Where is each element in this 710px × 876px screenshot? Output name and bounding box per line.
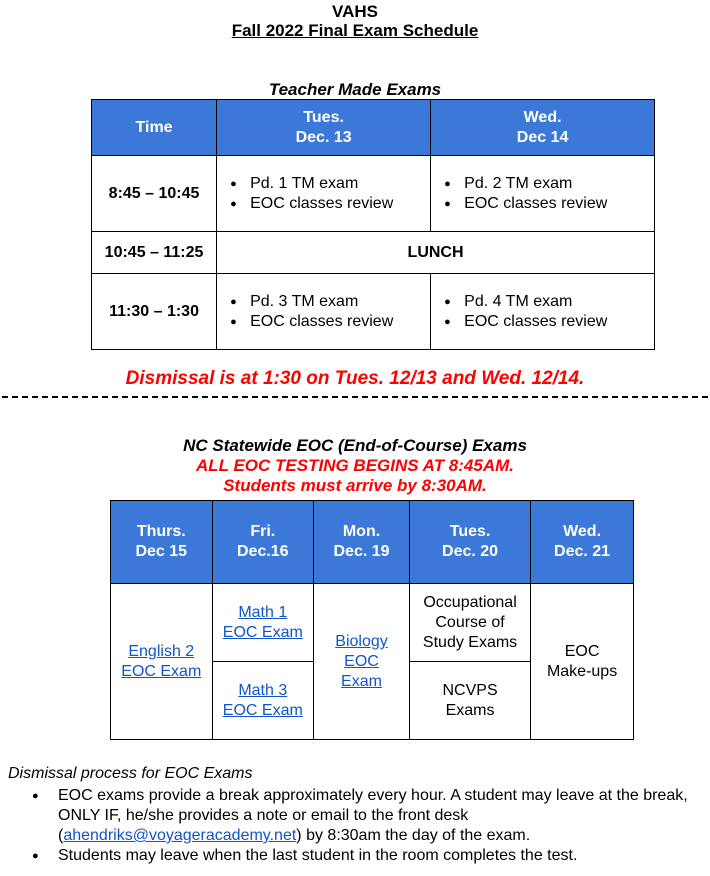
eoc-header-date: Dec. 20 [442, 543, 499, 560]
link-line: Math 3 [238, 681, 288, 699]
dismissal-process-title: Dismissal process for EOC Exams [8, 765, 253, 782]
wed-cell [431, 274, 655, 350]
link-line: Biology [335, 632, 388, 650]
biology-eoc-link[interactable] [335, 633, 387, 690]
eoc-header-mon [314, 501, 410, 584]
eoc-header-fri [212, 501, 313, 584]
list-item: ● Pd. 3 TM exam [230, 292, 429, 312]
link-line: Math 1 [238, 603, 288, 621]
lunch-cell: LUNCH [217, 232, 655, 274]
col-wed-header [431, 100, 655, 156]
table-row [92, 156, 655, 232]
dismissal-notice: Dismissal is at 1:30 on Tues. 12/13 and Wed. 12/14. [125, 368, 585, 389]
bullet-text: ) by 8:30am the day of the exam. [296, 827, 531, 844]
tue-cell [217, 274, 431, 350]
table-row [92, 232, 655, 274]
col-time-header: Time [92, 100, 217, 156]
makeups-cell [531, 584, 634, 740]
cell-line: Exams [445, 701, 495, 719]
eoc-caption: NC Statewide EOC (End-of-Course) Exams [183, 436, 527, 455]
divider [2, 396, 708, 398]
teacher-exams-table [91, 99, 655, 350]
col-tue-day: Tues. [303, 108, 344, 126]
col-tue-header [217, 100, 431, 156]
email-link[interactable]: ahendriks@voyageracademy.net [63, 827, 297, 844]
link-line: EOC Exam [222, 701, 303, 719]
eoc-header-day: Mon. [342, 523, 381, 540]
col-tue-date: Dec. 13 [295, 128, 352, 146]
col-wed-date: Dec 14 [516, 128, 569, 146]
eoc-header-date: Dec. 19 [333, 543, 390, 560]
eoc-header-day: Tues. [449, 523, 491, 540]
link-line: Exam [341, 672, 382, 690]
list-item: ● Students may leave when the last student in the room completes the test. [30, 846, 706, 866]
eoc-header-wed [531, 501, 634, 584]
list-item: ● EOC classes review [444, 194, 653, 214]
cell-line: NCVPS [442, 681, 498, 699]
col-wed-day: Wed. [523, 108, 562, 126]
cell-line: Course of [435, 613, 505, 631]
eoc-notice-arrive: Students must arrive by 8:30AM. [223, 476, 487, 495]
bullet-text: EOC exams provide a break approximately every hour. A student may leave at the break, ONLY IF, he/she provides a note or email to the front desk ( [58, 787, 688, 844]
link-line: EOC Exam [121, 662, 202, 680]
eoc-header-tue [409, 501, 530, 584]
school-name: VAHS [332, 2, 378, 21]
link-line: EOC Exam [222, 623, 303, 641]
cell-line: Occupational [423, 593, 517, 611]
link-line: EOC [344, 652, 379, 670]
dismissal-process-list [30, 786, 706, 866]
ncvps-cell [409, 662, 530, 740]
eoc-header-thu [111, 501, 213, 584]
time-cell: 8:45 – 10:45 [92, 156, 217, 232]
list-item: ● Pd. 1 TM exam [230, 174, 429, 194]
list-item: ● EOC classes review [230, 194, 429, 214]
eoc-header-date: Dec. 21 [554, 543, 611, 560]
cell-line: EOC [564, 642, 600, 660]
wed-cell [431, 156, 655, 232]
english2-eoc-link[interactable] [121, 643, 201, 680]
math3-cell [212, 662, 313, 740]
occupational-cell [409, 584, 530, 662]
eoc-header-date: Dec 15 [135, 543, 188, 560]
table-row [111, 584, 634, 662]
english2-cell [111, 584, 213, 740]
eoc-header-day: Thurs. [136, 523, 186, 540]
teacher-exams-caption: Teacher Made Exams [268, 80, 442, 99]
time-cell: 11:30 – 1:30 [92, 274, 217, 350]
list-item: ● Pd. 2 TM exam [444, 174, 653, 194]
list-item [30, 786, 706, 846]
biology-cell [314, 584, 410, 740]
list-item: ● Pd. 4 TM exam [444, 292, 653, 312]
math3-eoc-link[interactable] [223, 682, 303, 719]
eoc-notice-start: ALL EOC TESTING BEGINS AT 8:45AM. [196, 456, 514, 475]
table-row [92, 274, 655, 350]
list-item: ● EOC classes review [230, 312, 429, 332]
page-title: Fall 2022 Final Exam Schedule [231, 21, 479, 40]
tue-cell [217, 156, 431, 232]
eoc-table [110, 500, 634, 740]
eoc-header-date: Dec.16 [236, 543, 289, 560]
link-line: English 2 [128, 642, 195, 660]
eoc-header-day: Fri. [250, 523, 276, 540]
eoc-header-day: Wed. [563, 523, 602, 540]
list-item: ● EOC classes review [444, 312, 653, 332]
cell-line: Study Exams [422, 633, 518, 651]
time-cell: 10:45 – 11:25 [92, 232, 217, 274]
cell-line: Make-ups [546, 662, 618, 680]
math1-cell [212, 584, 313, 662]
math1-eoc-link[interactable] [223, 604, 303, 641]
